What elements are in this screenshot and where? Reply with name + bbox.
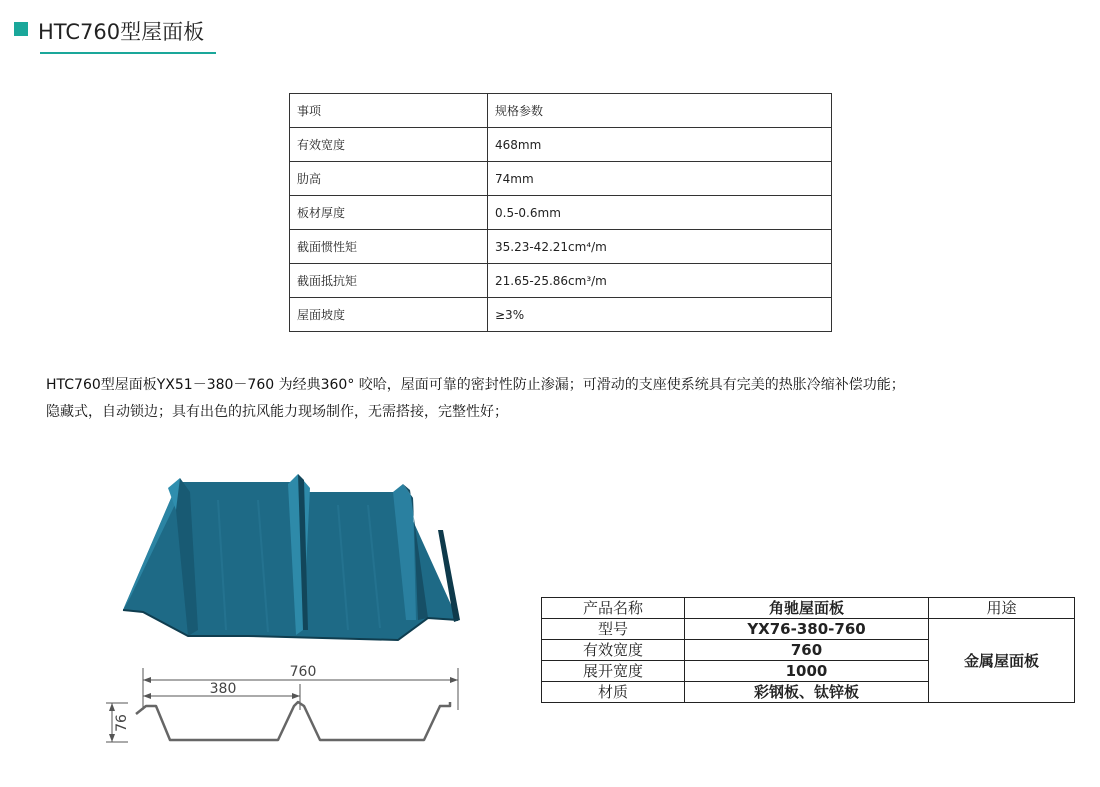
spec-row — [290, 196, 832, 230]
spec-value: 0.5-0.6mm — [488, 196, 832, 230]
spec-row — [290, 298, 832, 332]
dimension-height — [106, 703, 130, 742]
spec-item: 有效宽度 — [290, 128, 488, 162]
spec-row — [290, 128, 832, 162]
spec-item: 肋高 — [290, 162, 488, 196]
info-row — [542, 619, 1075, 640]
spec-value: 21.65-25.86cm³/m — [488, 264, 832, 298]
info-key: 展开宽度 — [542, 661, 685, 682]
spec-item: 截面抵抗矩 — [290, 264, 488, 298]
info-key: 产品名称 — [542, 598, 685, 619]
spec-table — [289, 93, 832, 332]
info-use-value: 金属屋面板 — [929, 619, 1075, 703]
spec-row — [290, 230, 832, 264]
info-value: 角驰屋面板 — [685, 598, 929, 619]
spec-header-item: 事项 — [290, 94, 488, 128]
title-underline — [40, 52, 216, 54]
page-title: HTC760型屋面板 — [38, 20, 205, 44]
info-header-row — [542, 598, 1075, 619]
description-line-1: HTC760型屋面板YX51－380－760 为经典360° 咬哈，屋面可靠的密封性防止渗漏；可滑动的支座使系统具有完美的热胀冷缩补偿功能； — [46, 377, 905, 393]
dimension-height-label: 76 — [114, 714, 130, 732]
product-description — [46, 372, 1066, 426]
info-key: 材质 — [542, 682, 685, 703]
spec-item: 屋面坡度 — [290, 298, 488, 332]
info-use-label: 用途 — [929, 598, 1075, 619]
dimension-total-label: 760 — [289, 664, 317, 680]
product-info-table — [541, 597, 1075, 703]
spec-item: 截面惯性矩 — [290, 230, 488, 264]
panel-profile — [136, 702, 450, 740]
roof-panel-image — [123, 474, 460, 640]
spec-value: 468mm — [488, 128, 832, 162]
info-value: YX76-380-760 — [685, 619, 929, 640]
spec-row — [290, 162, 832, 196]
info-value: 1000 — [685, 661, 929, 682]
dimension-half-label: 380 — [209, 681, 237, 697]
info-key: 有效宽度 — [542, 640, 685, 661]
dimension-half — [143, 681, 300, 710]
info-value: 彩钢板、钛锌板 — [685, 682, 929, 703]
spec-value: ≥3% — [488, 298, 832, 332]
spec-value: 35.23-42.21cm⁴/m — [488, 230, 832, 264]
spec-row — [290, 264, 832, 298]
description-line-2: 隐藏式，自动锁边；具有出色的抗风能力现场制作，无需搭接，完整性好； — [46, 404, 508, 420]
spec-header-row — [290, 94, 832, 128]
title-marker — [14, 22, 28, 36]
info-value: 760 — [685, 640, 929, 661]
spec-header-value: 规格参数 — [488, 94, 832, 128]
spec-item: 板材厚度 — [290, 196, 488, 230]
info-key: 型号 — [542, 619, 685, 640]
roof-panel-drawing — [98, 470, 468, 760]
spec-value: 74mm — [488, 162, 832, 196]
